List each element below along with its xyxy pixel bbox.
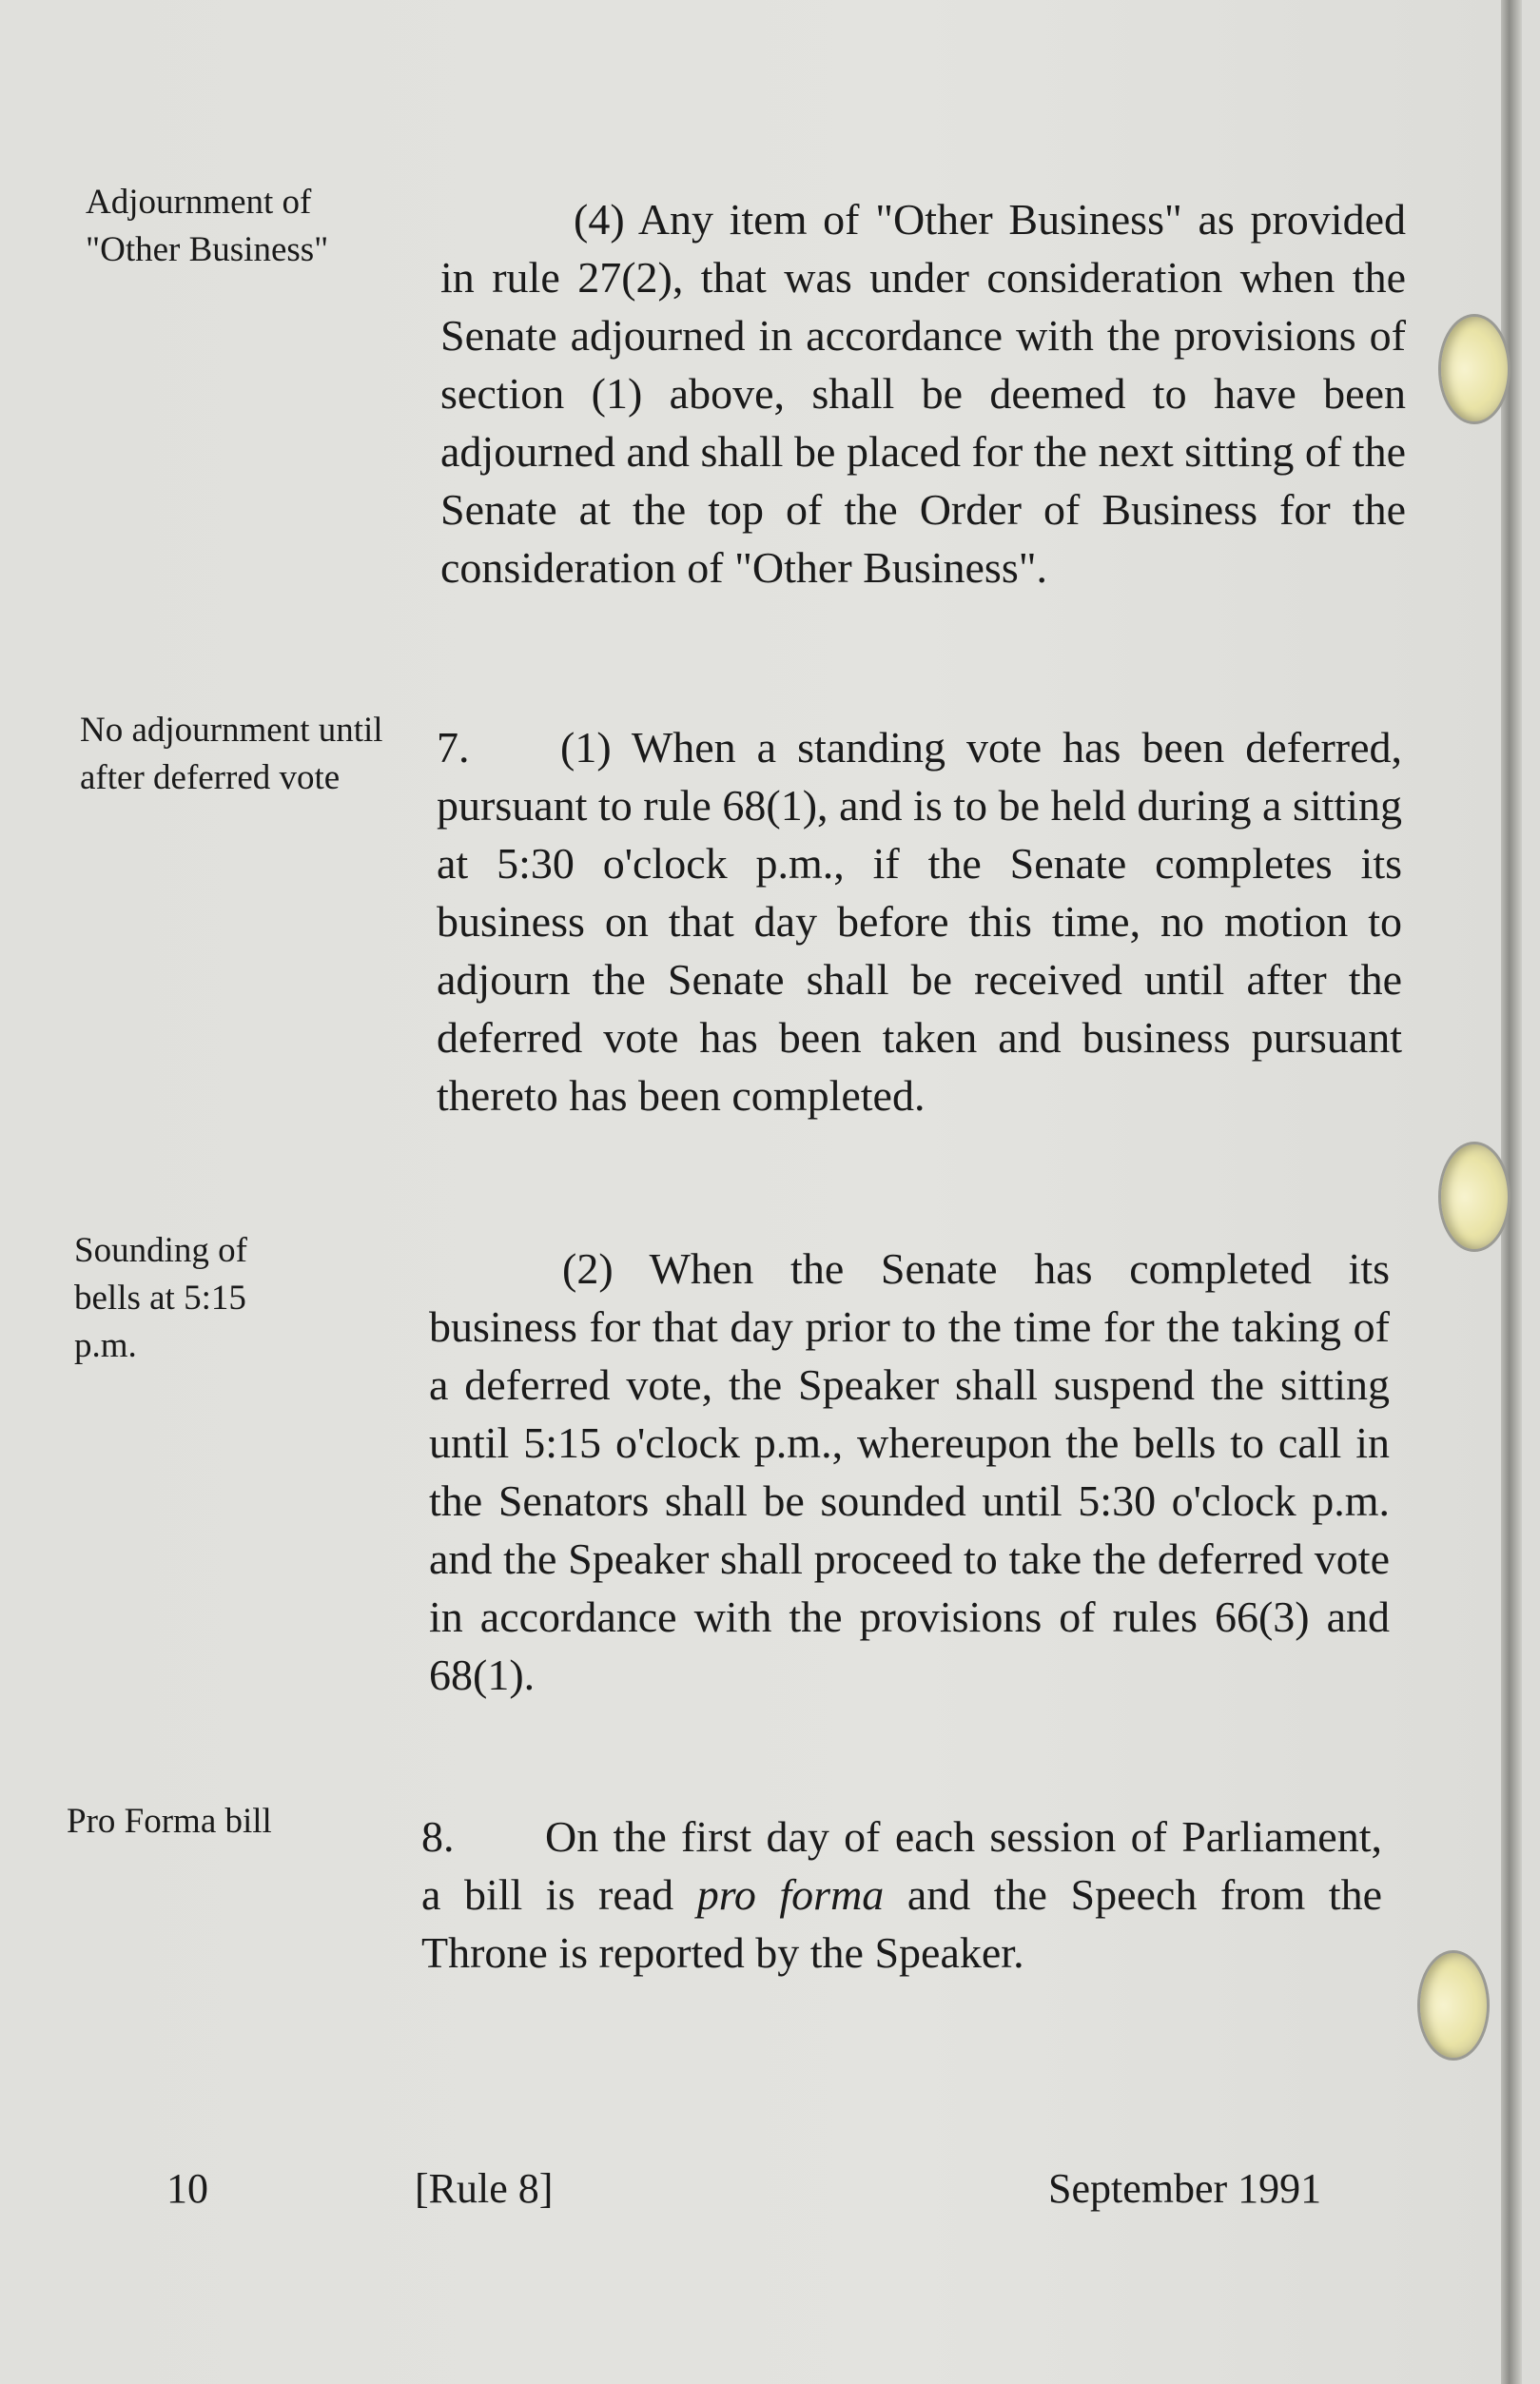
section-text: When a standing vote has been deferred, pursuant to rule 68(1), and is to be held during a sitting at 5:30 o'clock p.m., if the Senate completes its business on that day before this time, no motion to adjourn the Senate shall be received until after the deferred vote has been taken and business pursuant thereto has been completed. — [437, 723, 1402, 1120]
section-6-4 — [440, 190, 1406, 596]
rule-number: 7. — [437, 723, 470, 772]
section-number: (1) — [560, 723, 612, 772]
rule-7-section-1 — [437, 718, 1402, 1124]
rule-number: 8. — [421, 1812, 455, 1861]
section-text: When the Senate has completed its business for that day prior to the time for the taking of a deferred vote, the Speaker shall suspend the sitting until 5:15 o'clock p.m., whereupon the bells to call in the Senators shall be sounded until 5:30 o'clock p.m. and the Speaker shall proceed to take the deferred vote in accordance with the provisions of rules 66(3) and 68(1). — [429, 1244, 1390, 1699]
section-number: (2) — [562, 1244, 614, 1293]
page-number: 10 — [166, 2165, 208, 2212]
section-text-before: On the first day of each session of Parliament, a bill is read — [421, 1812, 1382, 1919]
revision-date: September 1991 — [1048, 2165, 1322, 2212]
rule-7-section-2 — [429, 1240, 1390, 1704]
section-text: Any item of "Other Business" as provided in rule 27(2), that was under consideration when the Senate adjourned in accordance with the provisions of section (1) above, shall be deemed to have been adjourned and shall be placed for the next sitting of the Senate at the top of the Order of Business for the consideration of "Other Business". — [440, 195, 1406, 592]
binder-hole-middle — [1438, 1142, 1511, 1252]
section-text-italic: pro forma — [696, 1870, 885, 1919]
margin-note-no-adjournment: No adjournment until after deferred vote — [80, 711, 383, 797]
rule-reference: [Rule 8] — [415, 2165, 554, 2212]
margin-note-adjournment-other-business: Adjournment of "Other Business" — [86, 183, 329, 269]
margin-note-pro-forma: Pro Forma bill — [67, 1802, 272, 1841]
rule-8 — [421, 1808, 1382, 1982]
margin-note-sounding-bells: Sounding of bells at 5:15 p.m. — [74, 1231, 247, 1365]
binder-hole-top — [1438, 314, 1511, 424]
binder-hole-bottom — [1417, 1950, 1490, 2061]
section-text-after: and the Speech from the Throne is reported by the Speaker. — [421, 1870, 1382, 1977]
section-number: (4) — [574, 195, 625, 244]
